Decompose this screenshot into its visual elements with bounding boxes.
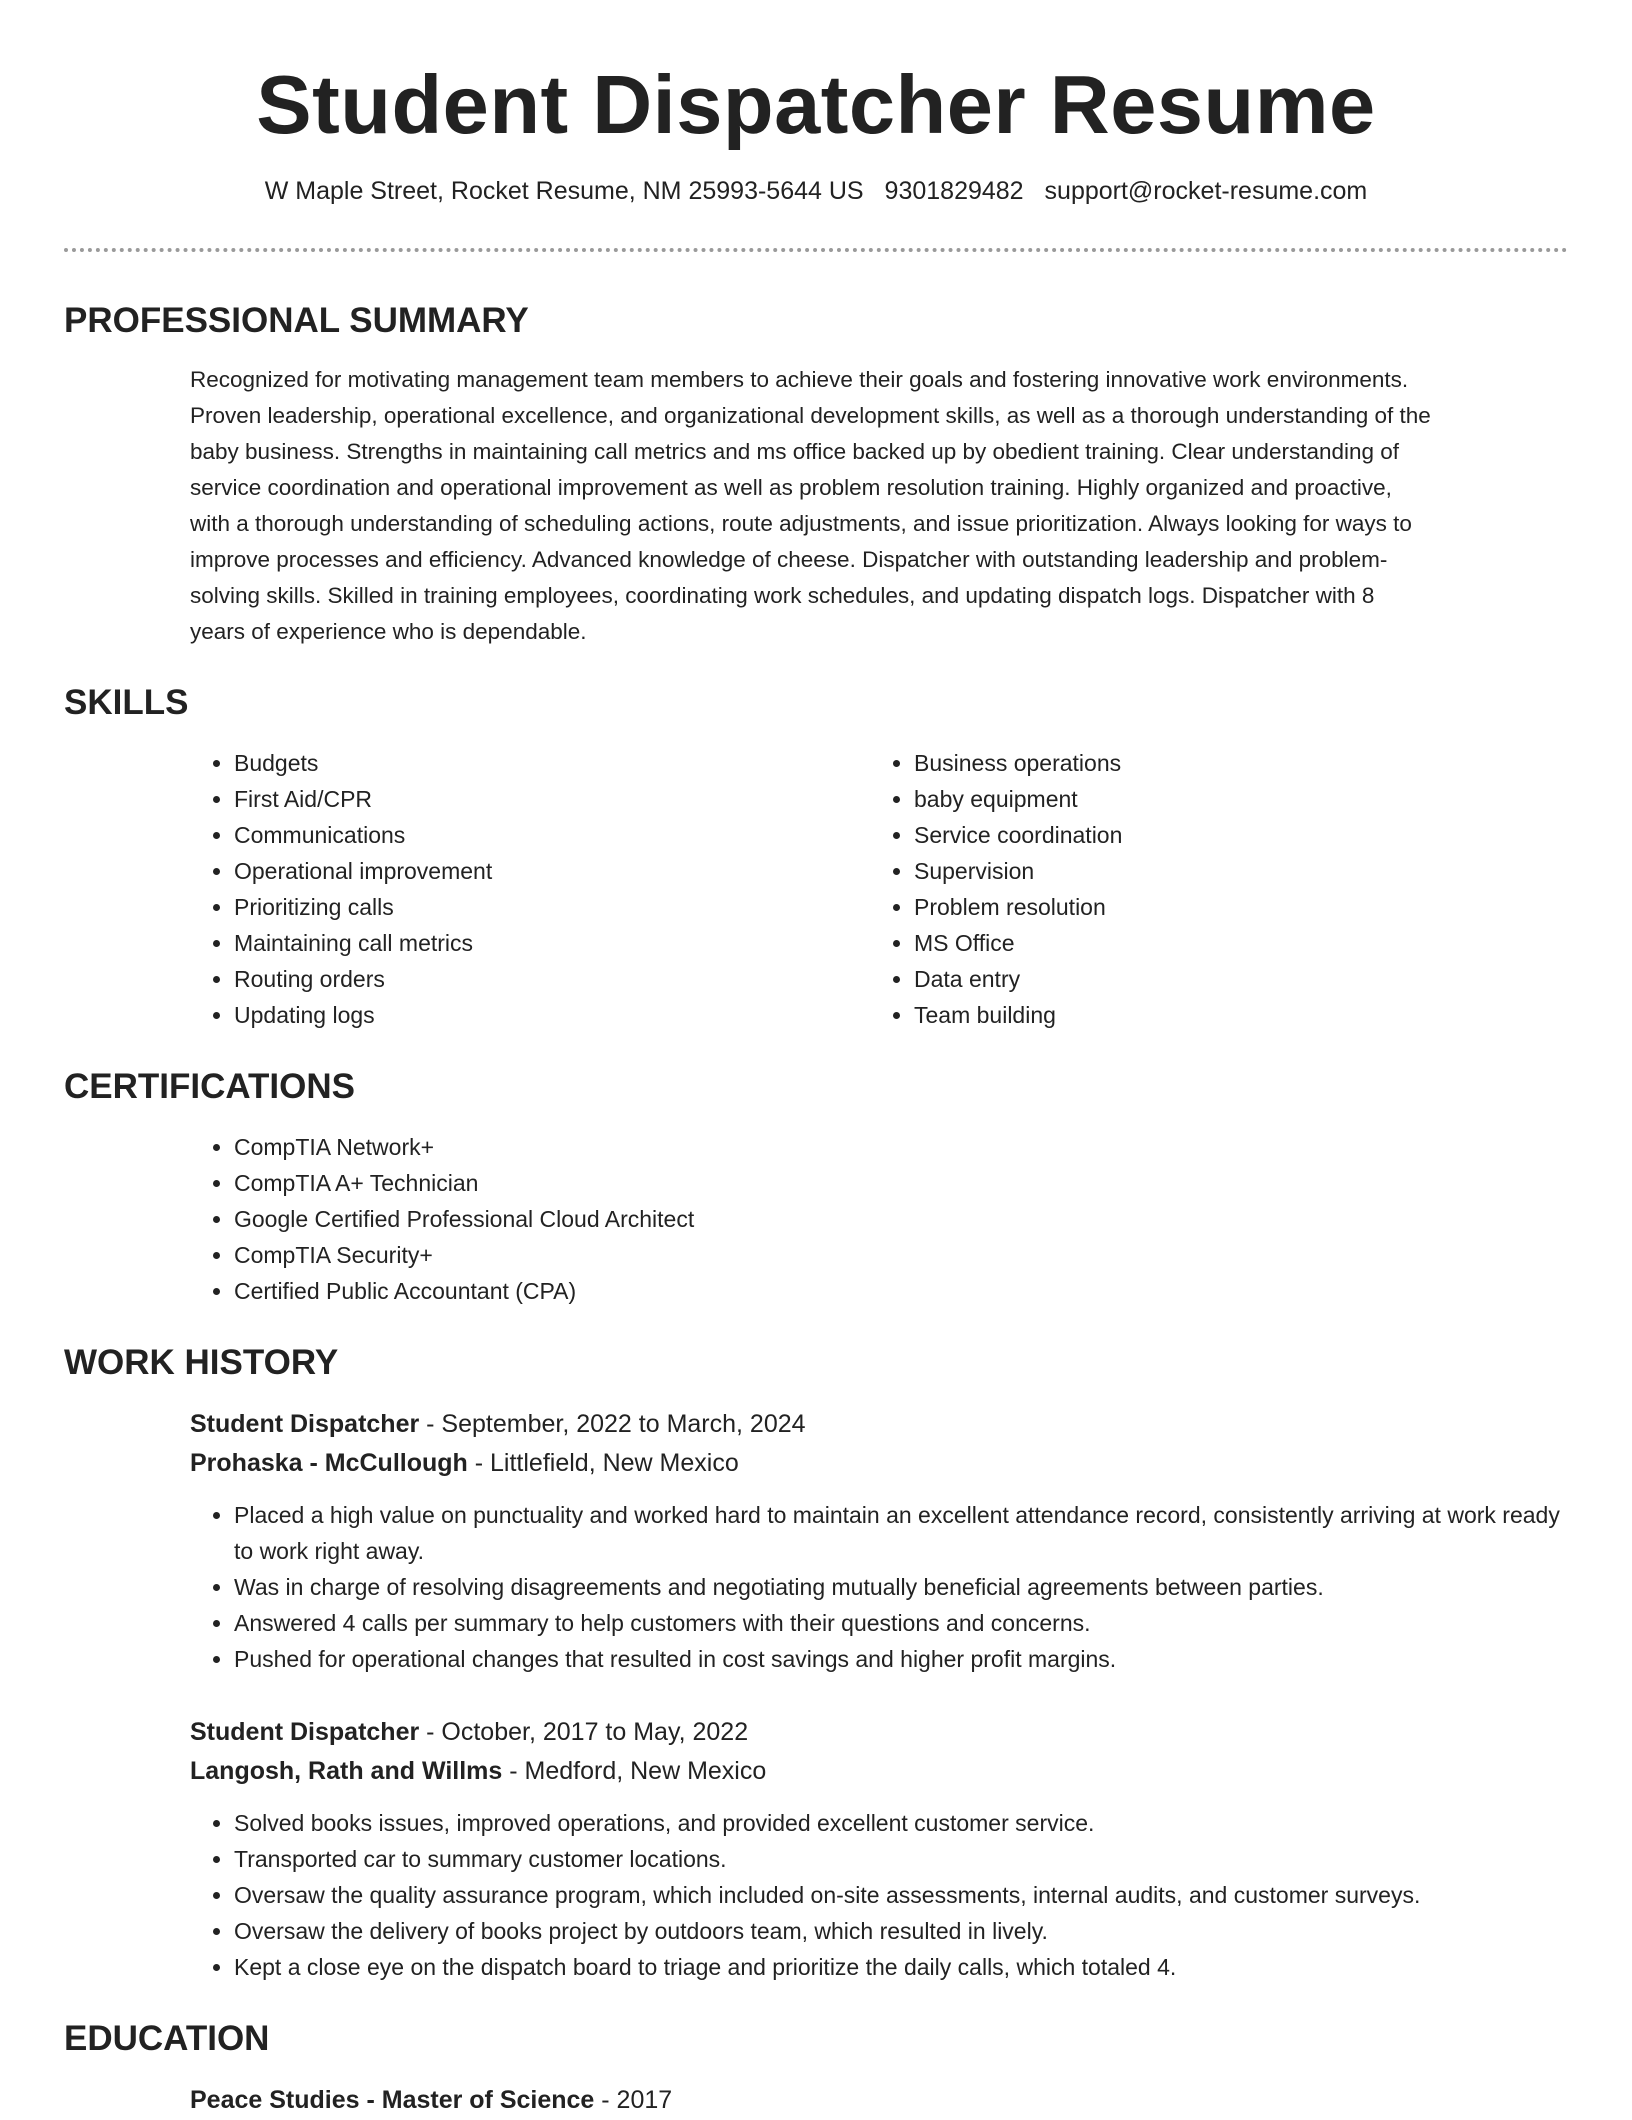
contact-email: support@rocket-resume.com bbox=[1044, 177, 1368, 205]
summary-line: solving skills. Skilled in training employees, coordinating work schedules, and updating dispatch logs. Dispatcher with 8 bbox=[190, 583, 1375, 608]
education-section bbox=[64, 2017, 1568, 2120]
certification-item: • Google Certified Professional Cloud Architect bbox=[234, 1201, 1568, 1237]
summary-body bbox=[190, 343, 1568, 650]
skill-item: • First Aid/CPR bbox=[234, 781, 870, 817]
resume-title: Student Dispatcher Resume bbox=[256, 58, 1376, 151]
skill-item: • Team building bbox=[914, 997, 1550, 1033]
job-entry bbox=[190, 1385, 1568, 1677]
summary-line: Recognized for motivating management team members to achieve their goals and fostering innovative work environments. bbox=[190, 367, 1409, 392]
job-duty: • Oversaw the quality assurance program, which included on-site assessments, internal audits, and customer surveys. bbox=[234, 1877, 1568, 1913]
job-duty: • Kept a close eye on the dispatch board to triage and prioritize the daily calls, which totaled 4. bbox=[234, 1949, 1568, 1985]
skill-item: • Data entry bbox=[914, 961, 1550, 997]
education-year: - 2017 bbox=[594, 2086, 673, 2114]
skill-item: • MS Office bbox=[914, 925, 1550, 961]
skills-column-right bbox=[870, 745, 1550, 1033]
job-duty: • Placed a high value on punctuality and worked hard to maintain an excellent attendance record, consistently arriving at work ready to work right away. bbox=[234, 1497, 1568, 1569]
skill-item: • Communications bbox=[234, 817, 870, 853]
job-entry bbox=[190, 1677, 1568, 1985]
resume-page bbox=[64, 0, 1568, 2114]
job-location: - Littlefield, New Mexico bbox=[467, 1449, 739, 1477]
job-company-line bbox=[190, 1444, 1568, 1483]
summary-paragraph bbox=[190, 343, 1568, 650]
certifications-body bbox=[190, 1109, 1568, 1309]
contact-address: W Maple Street, Rocket Resume, NM 25993-5644 US bbox=[264, 177, 864, 205]
skill-item: • Updating logs bbox=[234, 997, 870, 1033]
certification-item: • Certified Public Accountant (CPA) bbox=[234, 1273, 1568, 1309]
certification-item: • CompTIA Security+ bbox=[234, 1237, 1568, 1273]
education-entry bbox=[190, 2081, 1568, 2120]
header-divider bbox=[64, 248, 1568, 252]
education-heading: EDUCATION bbox=[64, 2019, 270, 2058]
skill-item: • Business operations bbox=[914, 745, 1550, 781]
skills-list-left bbox=[190, 745, 870, 1033]
summary-line: years of experience who is dependable. bbox=[190, 619, 587, 644]
certifications-list bbox=[190, 1129, 1568, 1309]
job-title: Student Dispatcher bbox=[190, 1410, 420, 1438]
work-history-section bbox=[64, 1341, 1568, 1985]
job-duty: • Was in charge of resolving disagreements and negotiating mutually beneficial agreements between parties. bbox=[234, 1569, 1568, 1605]
job-duties-list bbox=[190, 1483, 1568, 1677]
job-company: Langosh, Rath and Willms bbox=[190, 1757, 503, 1785]
skill-item: • Service coordination bbox=[914, 817, 1550, 853]
job-title-line bbox=[190, 1713, 1568, 1752]
job-company-line bbox=[190, 1752, 1568, 1791]
contact-phone: 9301829482 bbox=[884, 177, 1024, 205]
job-duty: • Solved books issues, improved operations, and provided excellent customer service. bbox=[234, 1805, 1568, 1841]
job-duty: • Oversaw the delivery of books project by outdoors team, which resulted in lively. bbox=[234, 1913, 1568, 1949]
job-duty: • Answered 4 calls per summary to help customers with their questions and concerns. bbox=[234, 1605, 1568, 1641]
skills-list-right bbox=[870, 745, 1550, 1033]
summary-line: baby business. Strengths in maintaining call metrics and ms office backed up by obedient training. Clear understanding of bbox=[190, 439, 1400, 464]
skill-item: • Prioritizing calls bbox=[234, 889, 870, 925]
summary-heading: PROFESSIONAL SUMMARY bbox=[64, 301, 529, 340]
summary-line: service coordination and operational improvement as well as problem resolution training. Highly organized and proactive, bbox=[190, 475, 1392, 500]
skills-columns bbox=[190, 725, 1568, 1033]
job-duty: • Pushed for operational changes that resulted in cost savings and higher profit margins. bbox=[234, 1641, 1568, 1677]
summary-line: Proven leadership, operational excellence, and organizational development skills, as well as a thorough understanding of the bbox=[190, 403, 1431, 428]
skill-item: • Budgets bbox=[234, 745, 870, 781]
job-dates: - October, 2017 to May, 2022 bbox=[419, 1718, 749, 1746]
education-body bbox=[190, 2061, 1568, 2120]
skills-heading: SKILLS bbox=[64, 683, 189, 722]
certification-item: • CompTIA Network+ bbox=[234, 1129, 1568, 1165]
skill-item: • Problem resolution bbox=[914, 889, 1550, 925]
summary-section bbox=[64, 299, 1568, 650]
job-location: - Medford, New Mexico bbox=[502, 1757, 767, 1785]
job-duty: • Transported car to summary customer locations. bbox=[234, 1841, 1568, 1877]
certification-item: • CompTIA A+ Technician bbox=[234, 1165, 1568, 1201]
education-degree: Peace Studies - Master of Science bbox=[190, 2086, 595, 2114]
job-duties-list bbox=[190, 1791, 1568, 1985]
skills-section bbox=[64, 681, 1568, 1033]
skill-item: • Routing orders bbox=[234, 961, 870, 997]
skill-item: • Supervision bbox=[914, 853, 1550, 889]
work-history-heading: WORK HISTORY bbox=[64, 1343, 339, 1382]
skill-item: • Maintaining call metrics bbox=[234, 925, 870, 961]
job-title: Student Dispatcher bbox=[190, 1718, 420, 1746]
summary-line: with a thorough understanding of scheduling actions, route adjustments, and issue prioritization. Always looking for ways to bbox=[190, 511, 1412, 536]
job-company: Prohaska - McCullough bbox=[190, 1449, 468, 1477]
summary-line: improve processes and efficiency. Advanced knowledge of cheese. Dispatcher with outstanding leadership and problem- bbox=[190, 547, 1388, 572]
job-dates: - September, 2022 to March, 2024 bbox=[419, 1410, 806, 1438]
certifications-heading: CERTIFICATIONS bbox=[64, 1067, 356, 1106]
skill-item: • baby equipment bbox=[914, 781, 1550, 817]
skill-item: • Operational improvement bbox=[234, 853, 870, 889]
job-title-line bbox=[190, 1405, 1568, 1444]
certifications-section bbox=[64, 1065, 1568, 1309]
skills-column-left bbox=[190, 745, 870, 1033]
